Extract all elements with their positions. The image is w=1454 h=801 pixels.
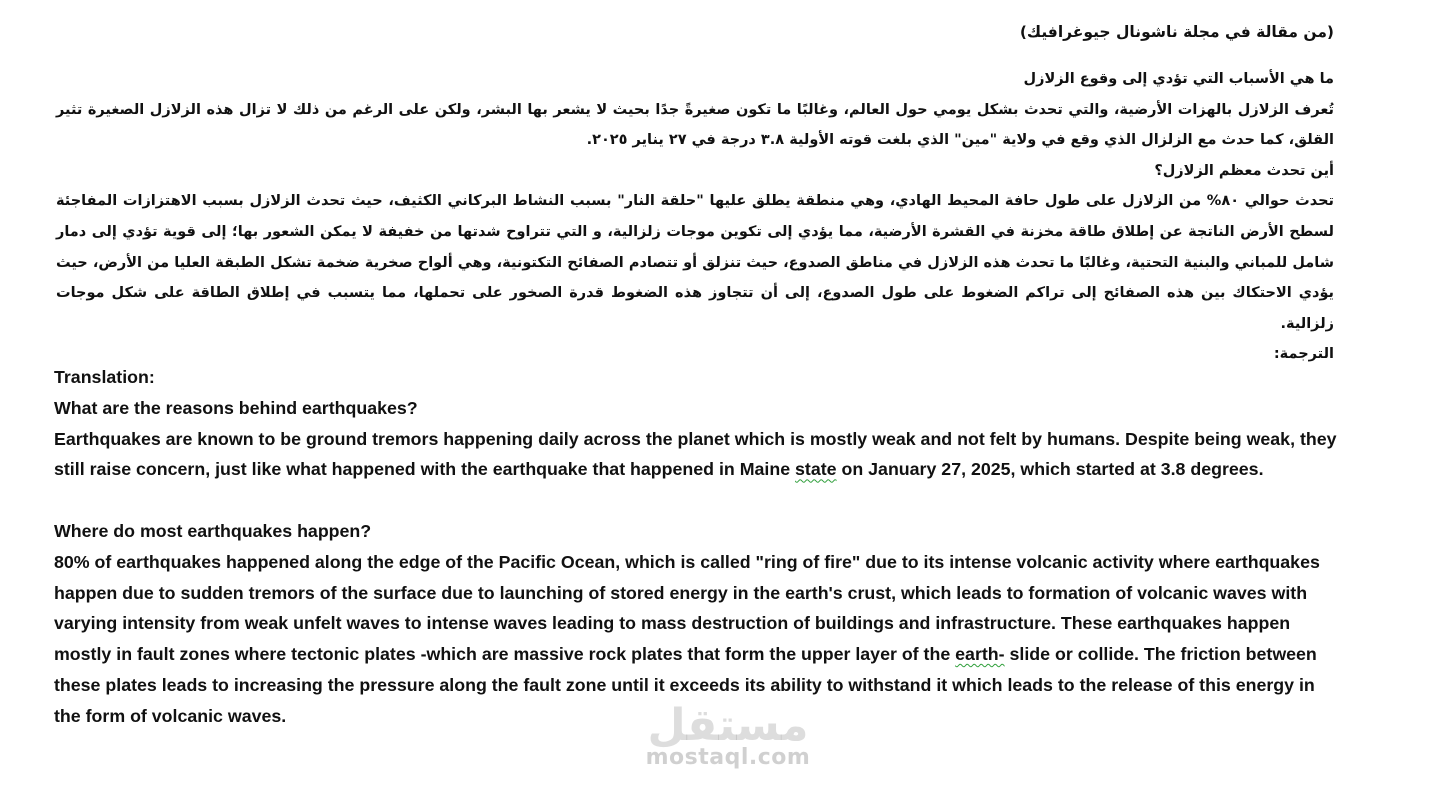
english-heading-where: Where do most earthquakes happen?: [54, 520, 372, 541]
english-paragraph-where: [54, 547, 1339, 732]
paragraph-text: slide or collide. The friction between these plates leads to increasing the pressure along the fault zone until it exceeds its ability to withstand it which leads to the release of this energy in the form of volcanic waves.: [54, 644, 1317, 726]
english-translation: [54, 362, 1339, 732]
watermark-logo: مستقل: [647, 700, 809, 751]
spellcheck-flagged-word: state: [795, 459, 837, 480]
paragraph-text: on January 27, 2025, which started at 3.8 degrees.: [836, 459, 1264, 480]
arabic-paragraph-reasons: تُعرف الزلازل بالهزات الأرضية، والتي تحدث بشكل يومي حول العالم، وغالبًا ما تكون صغيرةً جدًا بحيث لا يشعر بها البشر، ولكن على الرغم من ذلك لا تزال هذه الزلازل الصغيرة تثير القلق، كما حدث مع الزلزال الذي وقع في ولاية "مين" الذي بلغت قوته الأولية ٣.٨ درجة في ٢٧ يناير ٢٠٢٥.: [56, 101, 1334, 149]
english-heading-reasons: What are the reasons behind earthquakes?: [54, 397, 418, 418]
arabic-paragraph-where: تحدث حوالي ٨٠% من الزلازل على طول حافة المحيط الهادي، وهي منطقة يطلق عليها "حلقة النار" بسبب النشاط البركاني الكثيف، حيث تحدث الزلازل بسبب الاهتزازات المفاجئة لسطح الأرض الناتجة عن إطلاق طاقة مخزنة في القشرة الأرضية، مما يؤدي إلى تكوين موجات زلزالية، و التي تتراوح شدتها من خفيفة لا يمكن الشعور بها؛ إلى قوية تؤدي إلى دمار شامل للمباني والبنية التحتية، وغالبًا ما تحدث هذه الزلازل في مناطق الصدوع، حيث تنزلق أو تتصادم الصفائح التكتونية، وهي ألواح صخرية ضخمة تشكل الطبقة العليا من الأرض، حيث يؤدي الاحتكاك بين هذه الصفائح إلى تراكم الضغوط على طول الصدوع، إلى أن تتجاوز هذه الضغوط قدرة الصخور على تحملها، مما يتسبب في إطلاق الطاقة على شكل موجات زلزالية.: [56, 193, 1334, 332]
watermark-site: mostaql.com: [645, 745, 811, 770]
english-paragraph-reasons: [54, 424, 1339, 486]
paragraph-spacer: [54, 485, 1339, 516]
translation-label: Translation:: [54, 367, 155, 387]
paragraph-text: 80% of earthquakes happened along the edge of the Pacific Ocean, which is called "ring of fire" due to its intense volcanic activity where earthquakes happen due to sudden tremors of the surface due to launching of stored energy in the earth's crust, which leads to formation of volcanic waves with varying intensity from weak unfelt waves to intense waves leading to mass destruction of buildings and infrastructure. These earthquakes happen mostly in fault zones where tectonic plates -which are massive rock plates that form the upper layer of the: [54, 551, 1320, 665]
arabic-source-line: (من مقالة في مجلة ناشونال جيوغرافيك): [1019, 23, 1334, 41]
arabic-heading-where: أين تحدث معظم الزلازل؟: [1154, 162, 1334, 179]
arabic-translation-label: الترجمة:: [1273, 346, 1334, 363]
paragraph-text: Earthquakes are known to be ground tremors happening daily across the planet which is mostly weak and not felt by humans. Despite being weak, they still raise concern, just like what happened with the earthquake that happened in Maine: [54, 428, 1337, 480]
spellcheck-flagged-word: earth-: [955, 644, 1005, 665]
arabic-heading-reasons: ما هي الأسباب التي تؤدي إلى وقوع الزلازل: [1023, 71, 1334, 87]
arabic-article: [56, 64, 1334, 370]
